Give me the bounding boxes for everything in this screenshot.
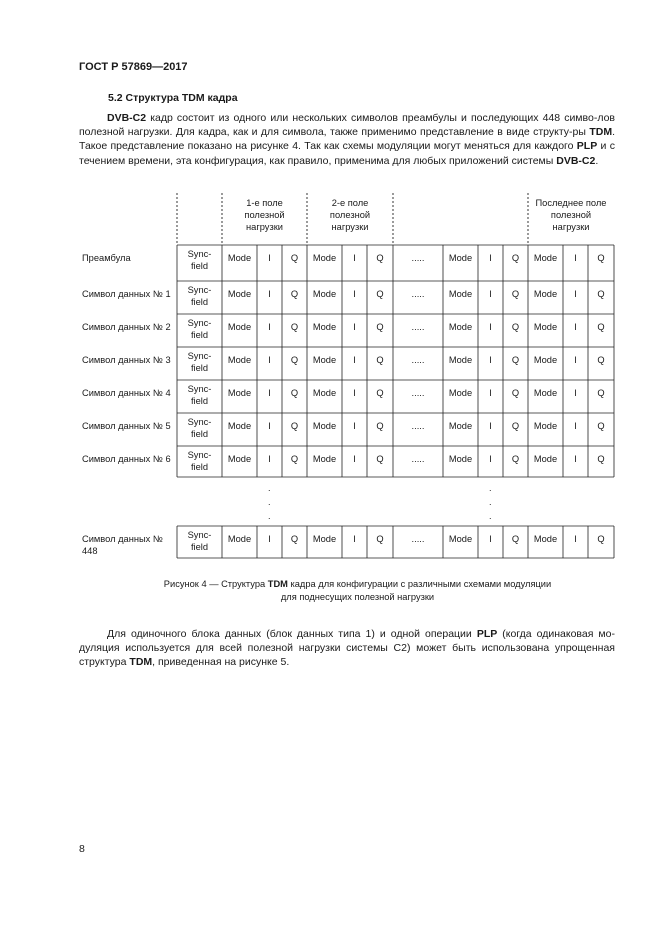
table-cell: I (353, 289, 356, 299)
table-cell: Q (597, 534, 605, 544)
table-cell: Q (376, 454, 384, 464)
table-cell: Q (376, 253, 384, 263)
table-cell: ..... (411, 388, 425, 398)
row-label: Символ данных № 3 (82, 355, 171, 365)
table-cell: I (353, 322, 356, 332)
table-cell: Mode (312, 388, 337, 398)
table-cell: Mode (227, 421, 252, 431)
table-cell: Q (511, 322, 520, 332)
table-cell: I (574, 355, 577, 365)
table-cell: Q (597, 388, 605, 398)
table-cell: Q (290, 421, 299, 431)
table-cell: I (574, 421, 577, 431)
table-cell: Sync- field (187, 530, 212, 552)
table-cell: Mode (227, 253, 252, 263)
table-cell: I (489, 421, 492, 431)
row-label: Символ данных № 5 (82, 421, 171, 431)
table-cell: Mode (227, 454, 252, 464)
table-cell: I (268, 454, 271, 464)
table-cell: I (489, 355, 492, 365)
table-cell: I (268, 322, 271, 332)
table-cell: Q (290, 454, 299, 464)
table-cell: ..... (411, 534, 425, 544)
table-cell: Mode (448, 289, 473, 299)
table-cell: ..... (411, 454, 425, 464)
table-cell: I (489, 388, 492, 398)
table-cell: I (574, 322, 577, 332)
table-cell: Mode (533, 454, 558, 464)
table-cell: Mode (533, 253, 558, 263)
table-cell: Mode (312, 421, 337, 431)
table-cell: Mode (227, 322, 252, 332)
table-cell: I (268, 355, 271, 365)
table-cell: I (268, 534, 271, 544)
table-cell: I (489, 253, 492, 263)
table-cell: I (353, 388, 356, 398)
table-cell: Q (376, 289, 384, 299)
table-cell: Q (597, 454, 605, 464)
table-cell: Mode (533, 355, 558, 365)
table-cell: Q (511, 454, 520, 464)
table-cell: I (489, 289, 492, 299)
table-cell: Mode (312, 534, 337, 544)
table-cell: Q (511, 355, 520, 365)
table-cell: Mode (533, 534, 558, 544)
table-cell: Mode (312, 253, 337, 263)
table-cell: Q (290, 534, 299, 544)
page-number: 8 (79, 843, 85, 855)
table-cell: Q (597, 289, 605, 299)
column-header: 1-е поле полезной нагрузки (244, 198, 285, 232)
table-cell: Mode (312, 322, 337, 332)
table-cell: I (574, 289, 577, 299)
table-cell: I (353, 454, 356, 464)
row-label: Символ данных № 2 (82, 322, 171, 332)
table-cell: Sync- field (187, 318, 212, 340)
row-label: Преамбула (82, 253, 131, 263)
table-cell: Mode (533, 388, 558, 398)
table-cell: Mode (448, 534, 473, 544)
ellipsis-dot: . (268, 483, 271, 493)
table-cell: Q (511, 289, 520, 299)
ellipsis-dot: . (489, 483, 492, 493)
table-cell: Sync- field (187, 384, 212, 406)
table-cell: I (353, 253, 356, 263)
table-cell: Q (511, 253, 520, 263)
table-cell: Sync- field (187, 285, 212, 307)
table-cell: I (574, 454, 577, 464)
table-cell: Q (376, 355, 384, 365)
figure-caption: Рисунок 4 — Структура TDM кадра для конфигурации с различными схемами модуляции для поднесущих полезной нагрузки (163, 579, 552, 602)
table-cell: ..... (411, 289, 425, 299)
table-cell: I (489, 534, 492, 544)
table-cell: Mode (533, 289, 558, 299)
table-cell: Q (290, 289, 299, 299)
table-cell: I (489, 454, 492, 464)
table-cell: Q (290, 322, 299, 332)
table-cell: Q (597, 322, 605, 332)
row-label: Символ данных № 6 (82, 454, 171, 464)
ellipsis-dot: . (489, 497, 492, 507)
table-cell: Q (511, 388, 520, 398)
table-cell: I (574, 534, 577, 544)
table-cell: Q (597, 253, 605, 263)
table-cell: I (268, 253, 271, 263)
table-cell: Q (597, 421, 605, 431)
table-cell: I (574, 253, 577, 263)
table-cell: Mode (533, 421, 558, 431)
table-cell: Q (376, 534, 384, 544)
table-cell: ..... (411, 421, 425, 431)
table-cell: Q (290, 253, 299, 263)
table-cell: Q (511, 534, 520, 544)
row-label: Символ данных № 4 (82, 388, 171, 398)
table-cell: Mode (448, 253, 473, 263)
table-cell: I (268, 289, 271, 299)
table-cell: Q (290, 388, 299, 398)
paragraph-1: DVB-C2 кадр состоит из одного или нескольких символов преамбулы и последующих 448 симво-лов полезной нагрузки. Для кадра, как и для символа, также применимо представление в виде структу-ры TDM. Такое представление показано на рисунке 4. Так как схемы модуляции могут меняться для каждого PLP и с течением времени, эта конфигурация, как правило, применима для любых приложений системы DVB-C2. (79, 112, 615, 167)
table-cell: Mode (312, 289, 337, 299)
table-cell: Sync- field (187, 450, 212, 472)
table-cell: I (489, 322, 492, 332)
row-label: Символ данных № 448 (82, 534, 163, 556)
table-cell: Mode (227, 534, 252, 544)
table-cell: Mode (227, 289, 252, 299)
table-cell: Sync- field (187, 417, 212, 439)
table-cell: I (574, 388, 577, 398)
paragraph-2: Для одиночного блока данных (блок данных типа 1) и одной операции PLP (когда одинаковая мо-дуляция используется для всей полезной нагрузки системы C2) может быть использована упрощенная структура TDM, приведенная на рисунке 5. (79, 628, 615, 669)
table-cell: Mode (227, 388, 252, 398)
table-cell: Q (376, 388, 384, 398)
table-cell: Q (376, 322, 384, 332)
column-header: Последнее поле полезной нагрузки (535, 198, 607, 232)
document-header: ГОСТ Р 57869—2017 (79, 61, 188, 73)
ellipsis-dot: . (268, 511, 271, 521)
table-cell: Mode (448, 322, 473, 332)
table-cell: I (353, 534, 356, 544)
table-cell: Mode (312, 355, 337, 365)
table-cell: Q (290, 355, 299, 365)
table-cell: Q (511, 421, 520, 431)
table-cell: Mode (448, 388, 473, 398)
table-cell: Mode (448, 421, 473, 431)
table-cell: Mode (448, 355, 473, 365)
ellipsis-dot: . (489, 511, 492, 521)
section-title: 5.2 Структура TDM кадра (108, 92, 238, 104)
table-cell: I (268, 421, 271, 431)
table-cell: Mode (227, 355, 252, 365)
table-cell: Mode (448, 454, 473, 464)
table-cell: Q (376, 421, 384, 431)
row-label: Символ данных № 1 (82, 289, 171, 299)
table-cell: Sync- field (187, 351, 212, 373)
column-header: 2-е поле полезной нагрузки (329, 198, 371, 232)
ellipsis-dot: . (268, 497, 271, 507)
table-cell: ..... (411, 322, 425, 332)
table-cell: Mode (533, 322, 558, 332)
table-cell: I (353, 355, 356, 365)
table-cell: Mode (312, 454, 337, 464)
table-cell: ..... (411, 355, 425, 365)
table-cell: ..... (411, 253, 425, 263)
table-cell: Q (597, 355, 605, 365)
table-cell: Sync- field (187, 249, 212, 271)
table-cell: I (353, 421, 356, 431)
table-cell: I (268, 388, 271, 398)
